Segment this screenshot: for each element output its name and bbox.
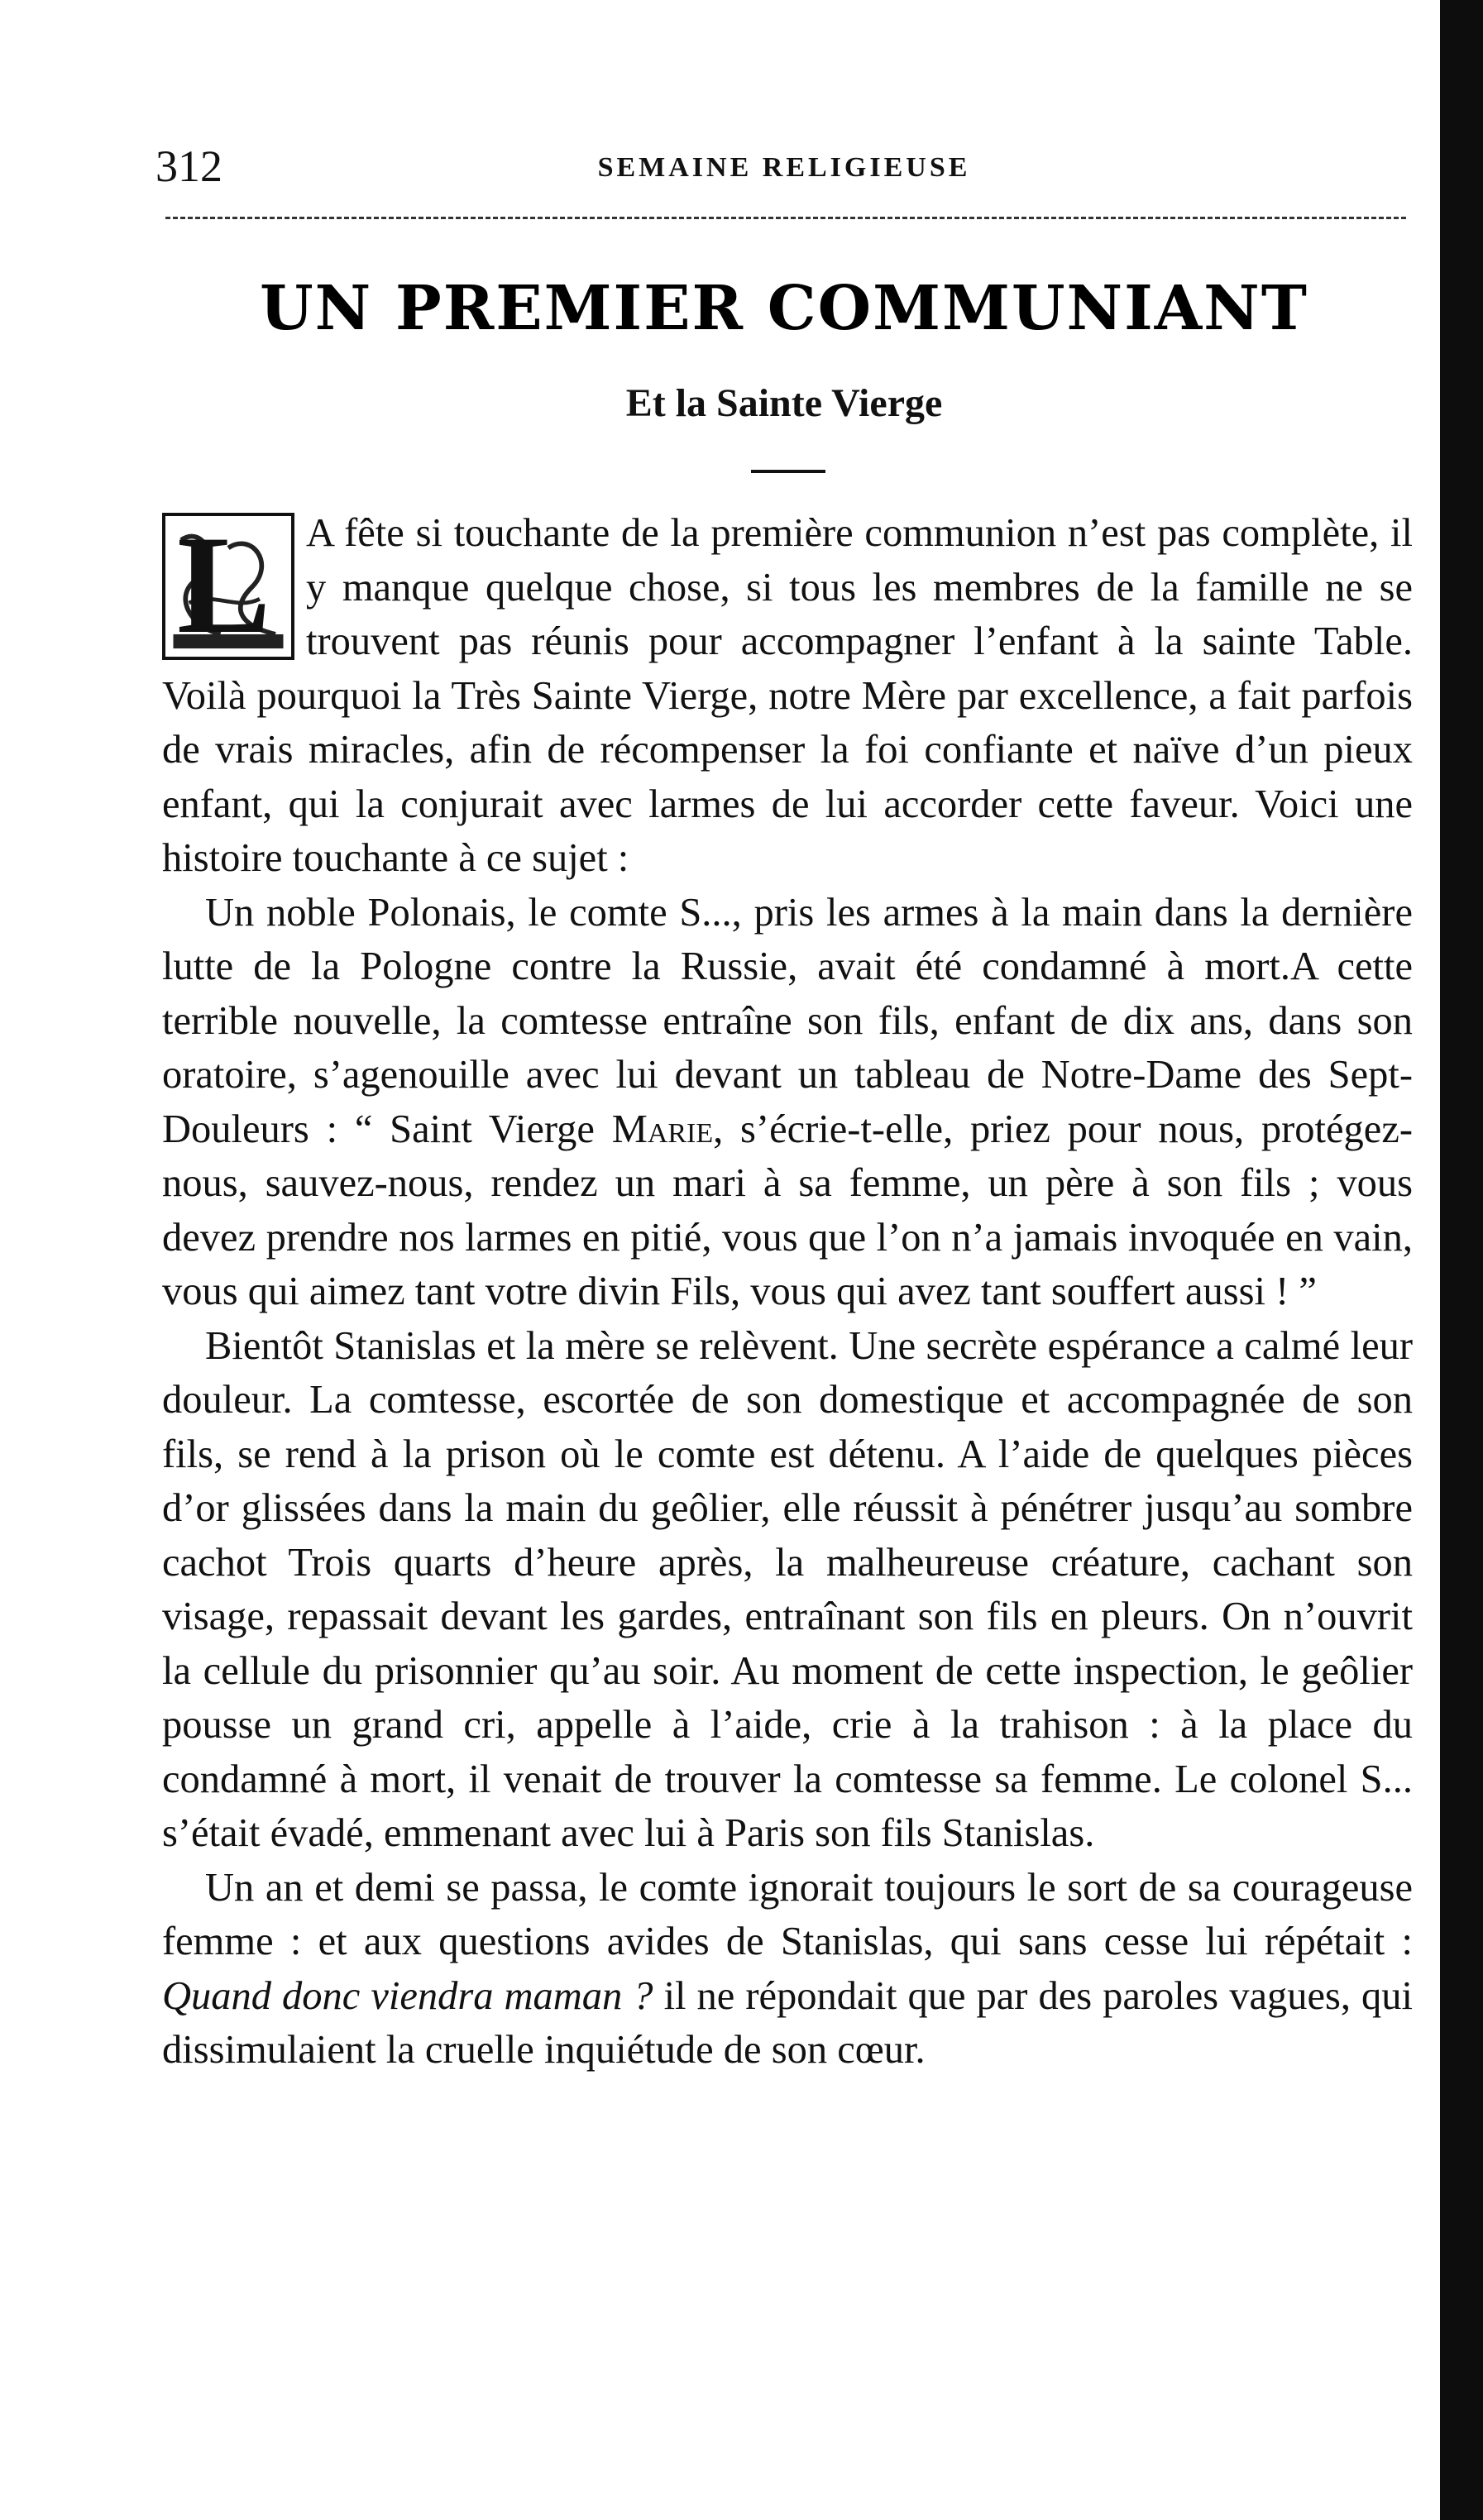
drop-cap-letter: L [177,507,271,662]
article-subtitle: Et la Sainte Vierge [625,381,943,425]
header-rule [165,217,1406,219]
book-spine-shadow [1440,0,1483,2520]
page-number: 312 [155,141,222,191]
paragraph-2 [162,886,1413,1319]
paragraph-2-text-a: Un noble Polonais, le comte S..., pris les armes à la main dans la dernière lutte de la Pologne contre la Russie, avait été condamné à mort.A cette terrible nouvelle, la comtesse entraîne son fils, enfant de dix ans, dans son oratoire, s’agenouille avec lui devant un tableau de Notre-Dame des Sept-Douleurs : “ Saint Vierge [162,890,1413,1151]
paragraph-1-text: A fête si touchante de la première communion n’est pas complète, il y manque quelque chose, si tous les membres de la famille ne se trouvent pas réunis pour accompagner l’enfant à la sainte Table. Voilà pourquoi la Très Sainte Vierge, notre Mère par excellence, a fait parfois de vrais miracles, afin de récompenser la foi confiante et naïve d’un pieux enfant, qui la conjurait avec larmes de lui accorder cette faveur. Voici une histoire touchante à ce sujet : [162,511,1413,880]
running-head [155,141,1413,198]
journal-title: SEMAINE RELIGIEUSE [597,152,971,183]
paragraph-1 [162,506,1413,886]
paragraph-3-text: Bientôt Stanislas et la mère se relèvent. Une secrète espérance a calmé leur douleur. La comtesse, escortée de son domestique et accompagnée de son fils, se rend à la prison où le comte est détenu. A l’aide de quelques pièces d’or glissées dans la main du geôlier, elle réussit à pénétrer jusqu’au sombre cachot Trois quarts d’heure après, la malheureuse créature, cachant son visage, repassait devant les gardes, entraînant son fils en pleurs. On n’ouvrit la cellule du prisonnier qu’au soir. Au moment de cette inspection, le geôlier pousse un grand cri, appelle à l’aide, crie à la trahison : à la place du condamné à mort, il venait de trouver la comtesse sa femme. Le colonel S... s’était évadé, emmenant avec lui à Paris son fils Stanislas. [162,1323,1413,1855]
quoted-question: Quand donc viendra maman ? [162,1973,653,2018]
ornamental-drop-cap [162,507,294,662]
article-title: UN PREMIER COMMUNIANT [260,273,1308,344]
paragraph-2-text-b: , s’écrie-t-elle, priez pour nous, protégez-nous, sauvez-nous, rendez un mari à sa femme, un père à son fils ; vous devez prendre nos larmes en pitié, vous que l’on n’a jamais invoquée en vain, vous qui aimez tant votre divin Fils, vous qui avez tant souffert aussi ! ” [162,1107,1414,1313]
title-separator [751,470,825,473]
paragraph-4-text-b: il ne répondait que par des paroles vagues, qui dissimulaient la cruelle inquiétude de son cœur. [162,1973,1413,2072]
article-body [162,506,1413,2078]
name-marie: Marie [611,1107,714,1151]
paragraph-4-text-a: Un an et demi se passa, le comte ignorait toujours le sort de sa courageuse femme : et aux questions avides de Stanislas, qui sans cesse lui répétait : [162,1865,1413,1963]
paragraph-3 [162,1319,1413,1861]
paragraph-4 [162,1861,1413,2078]
